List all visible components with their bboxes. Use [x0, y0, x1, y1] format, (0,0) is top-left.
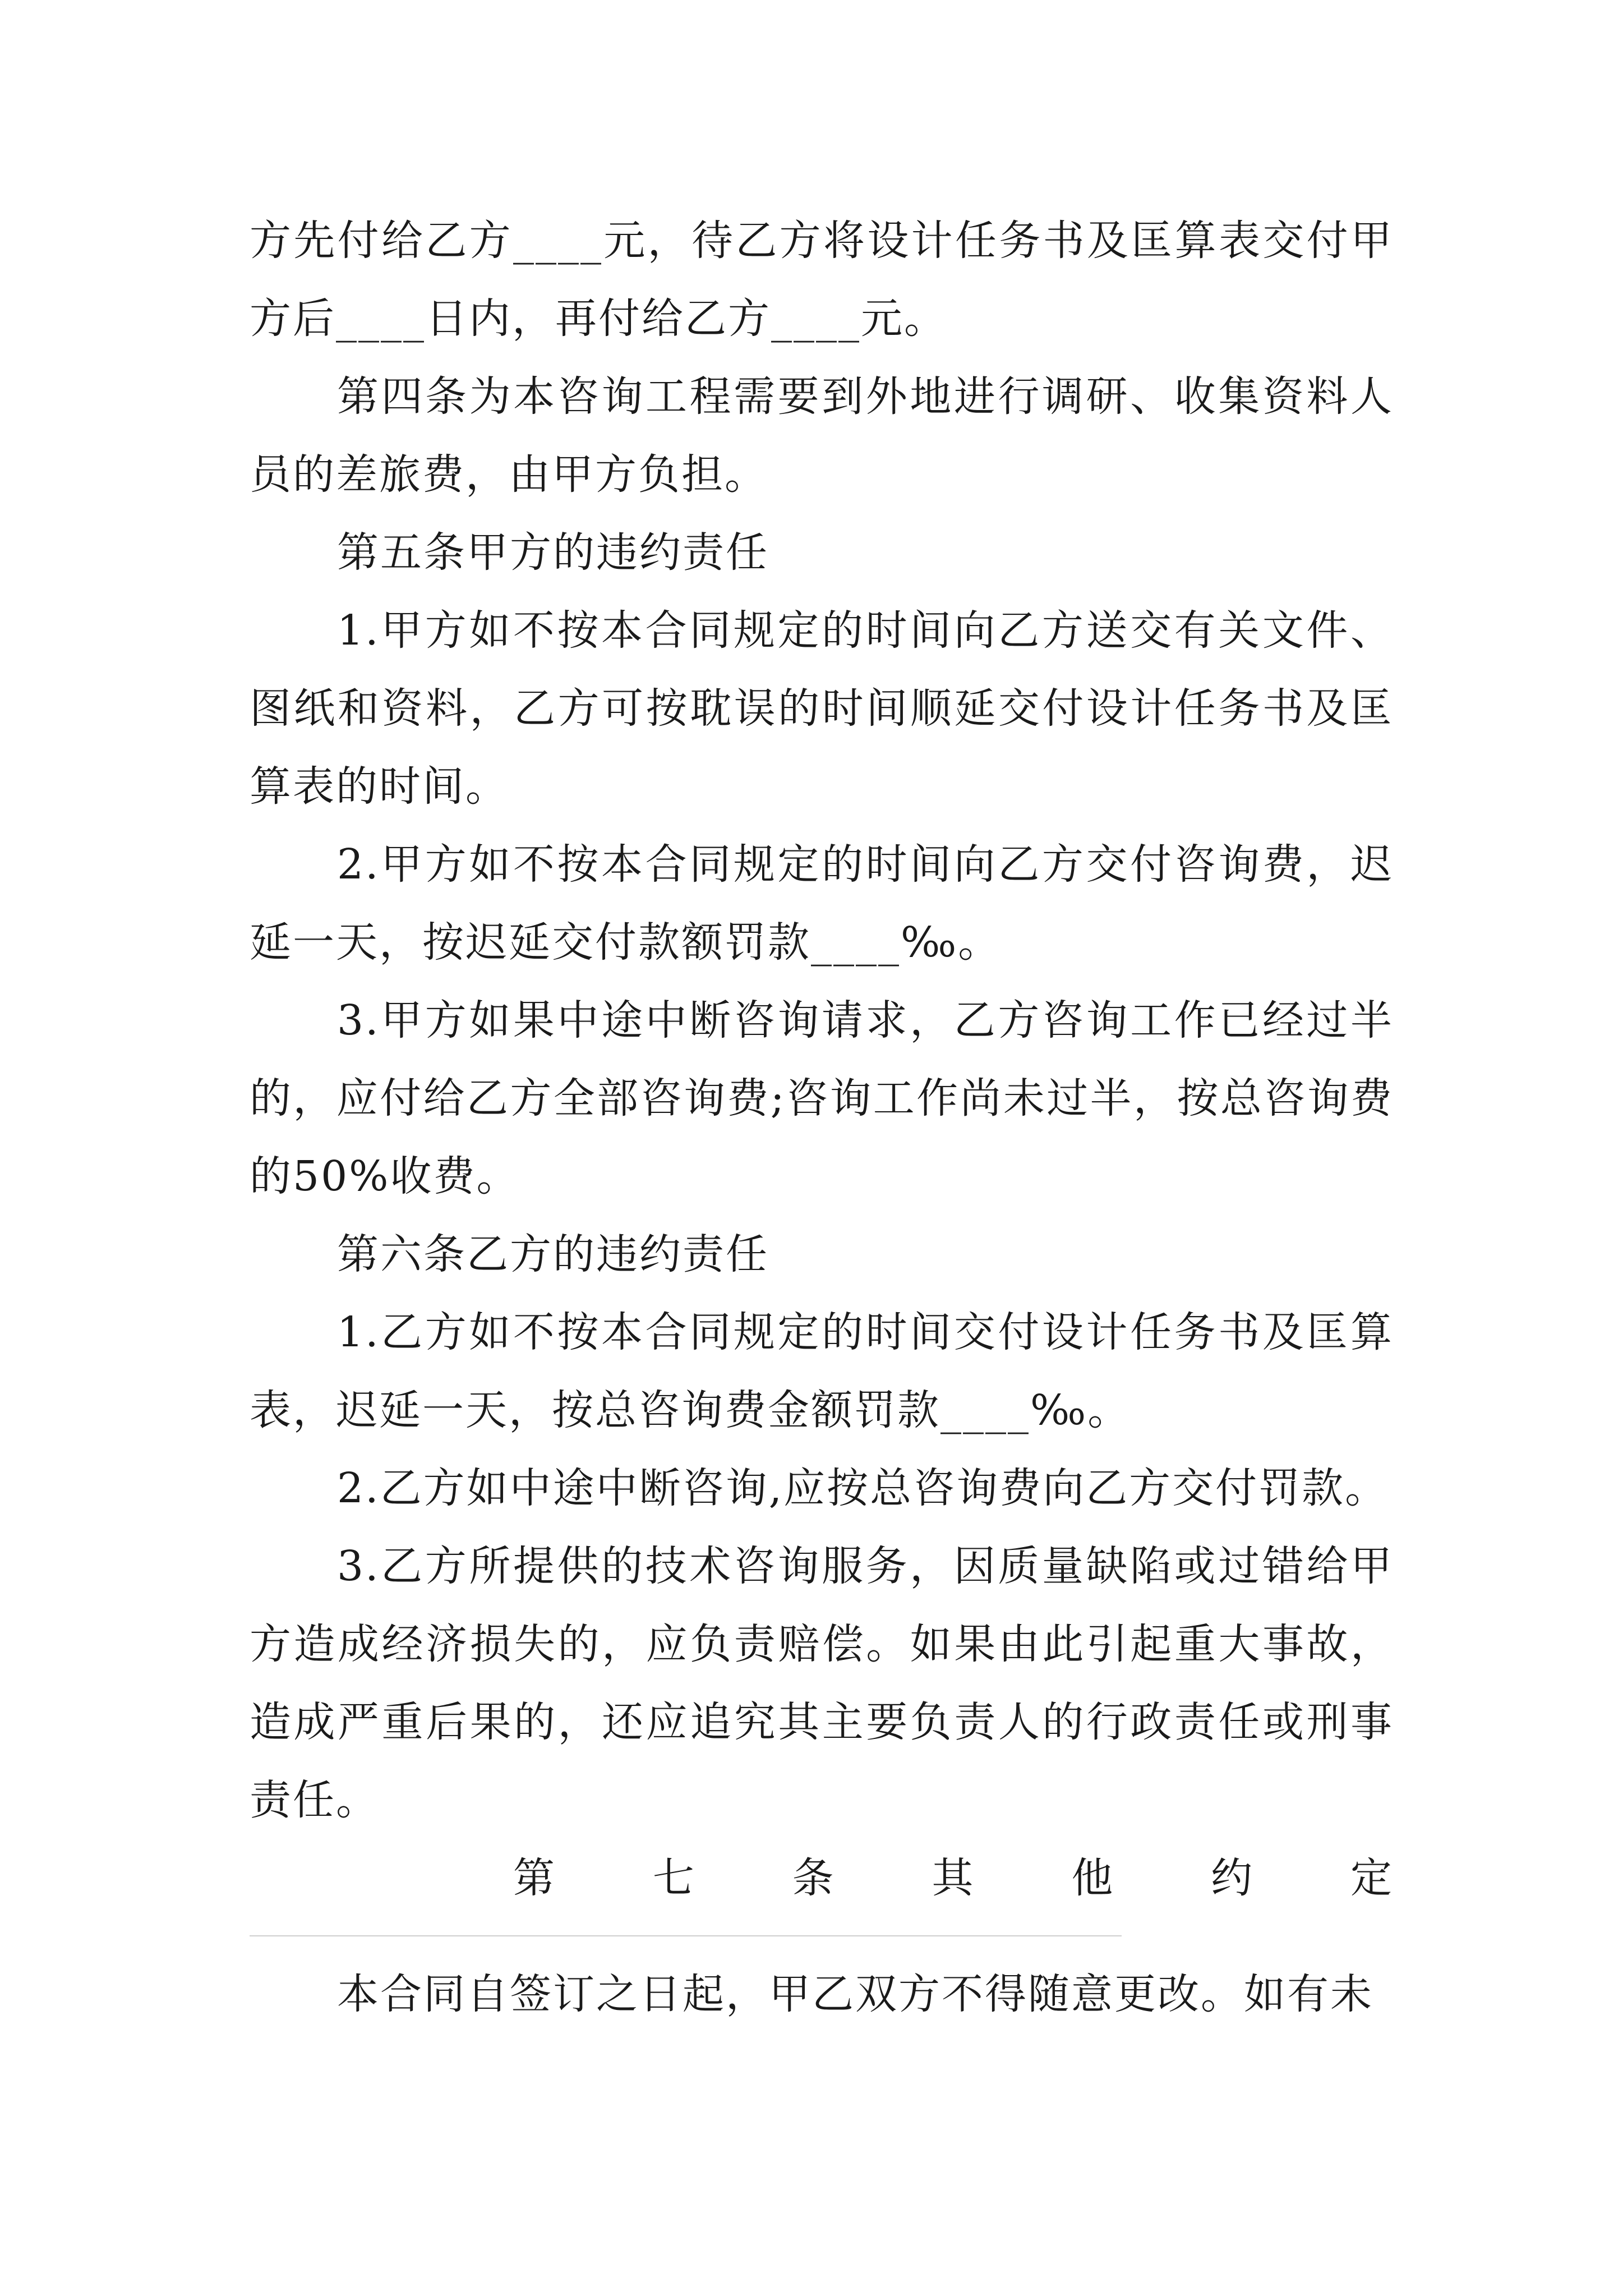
paragraph-payment-continuation: 方先付给乙方____元，待乙方将设计任务书及匡算表交付甲方后____日内，再付给乙方____元。	[250, 217, 1394, 343]
paragraph-article-4: 第四条为本咨询工程需要到外地进行调研、收集资料人员的差旅费，由甲方负担。	[250, 372, 1394, 499]
contract-body	[250, 202, 1394, 2033]
paragraph-article-5-item-1: 1.甲方如不按本合同规定的时间向乙方送交有关文件、图纸和资料，乙方可按耽误的时间顺延交付设计任务书及匡算表的时间。	[250, 606, 1394, 811]
paragraph-final: 本合同自签订之日起，甲乙双方不得随意更改。如有未	[337, 1970, 1373, 2018]
paragraph-article-5-item-2: 2.甲方如不按本合同规定的时间向乙方交付咨询费，迟延一天，按迟延交付款额罚款____‰。	[250, 840, 1394, 967]
divider-line	[250, 1935, 1122, 1936]
heading-article-5: 第五条甲方的违约责任	[337, 528, 769, 577]
paragraph-article-6-item-2: 2.乙方如中途中断咨询,应按总咨询费向乙方交付罚款。	[337, 1464, 1389, 1512]
paragraph-article-6-item-3: 3.乙方所提供的技术咨询服务，因质量缺陷或过错给甲方造成经济损失的，应负责赔偿。如果由此引起重大事故，造成严重后果的，还应追究其主要负责人的行政责任或刑事责任。	[250, 1542, 1394, 1824]
paragraph-article-6-item-1: 1.乙方如不按本合同规定的时间交付设计任务书及匡算表，迟延一天，按总咨询费金额罚款____‰。	[250, 1308, 1394, 1434]
heading-article-6: 第六条乙方的违约责任	[337, 1230, 769, 1278]
paragraph-article-5-item-3: 3.甲方如果中途中断咨询请求，乙方咨询工作已经过半的，应付给乙方全部咨询费;咨询工作尚未过半，按总咨询费的50%收费。	[250, 996, 1394, 1200]
heading-article-7: 第七条其他约定	[513, 1854, 1394, 1902]
